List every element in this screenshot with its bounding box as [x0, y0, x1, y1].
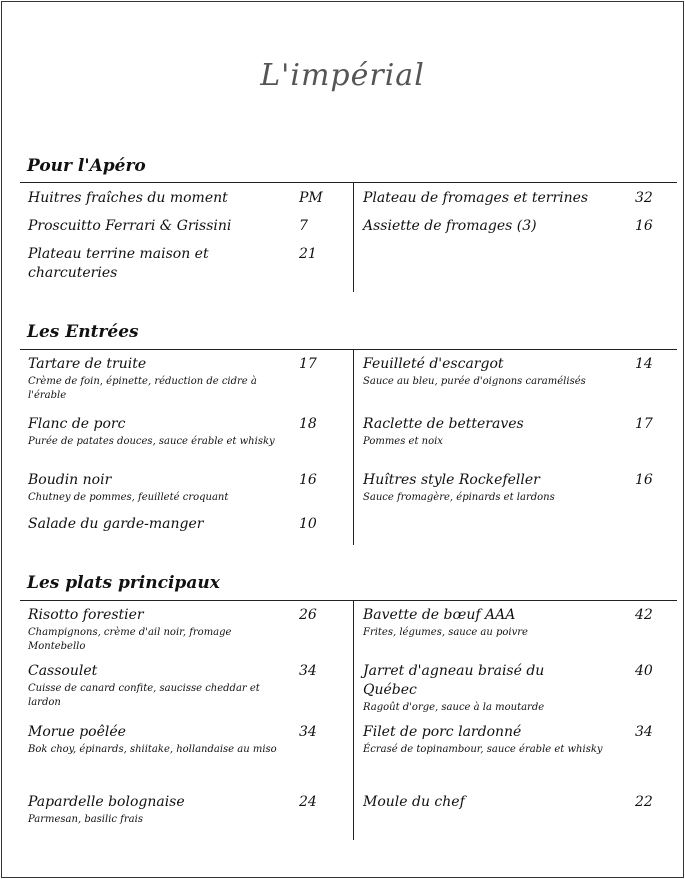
item-description: Sauce au bleu, purée d'oignons caramélisés: [363, 376, 586, 387]
menu-item: [28, 217, 290, 236]
menu-item: [363, 723, 625, 757]
item-name: Moule du chef: [363, 794, 465, 810]
item-name: Morue poêlée: [28, 724, 126, 740]
menu-item: [28, 415, 290, 449]
item-description: Écrasé de topinambour, sauce érable et whisky: [363, 744, 603, 755]
menu-item: [28, 471, 290, 505]
item-name: Raclette de betteraves: [363, 416, 524, 432]
item-description: Pommes et noix: [363, 436, 443, 447]
item-name: Flanc de porc: [28, 416, 126, 432]
item-price: 14: [635, 356, 653, 372]
item-description: Chutney de pommes, feuilleté croquant: [28, 492, 229, 503]
item-name: Boudin noir: [28, 472, 112, 488]
item-price: 22: [635, 794, 653, 810]
item-name: Jarret d'agneau braisé du Québec: [363, 663, 545, 698]
item-price: 32: [635, 190, 653, 206]
item-price: 26: [299, 607, 317, 623]
item-price: 40: [635, 663, 653, 679]
column-divider-plats: [353, 600, 354, 840]
item-price: 34: [635, 724, 653, 740]
item-description: Ragoût d'orge, sauce à la moutarde: [363, 702, 545, 713]
menu-item: [363, 217, 625, 236]
item-price: 21: [299, 246, 317, 262]
item-description: Parmesan, basilic frais: [28, 814, 143, 825]
item-name: Proscuitto Ferrari & Grissini: [28, 218, 232, 234]
menu-item: [28, 793, 290, 827]
menu-item: [28, 245, 290, 283]
item-price: PM: [299, 190, 323, 206]
item-price: 18: [299, 416, 317, 432]
column-divider-apero: [353, 182, 354, 292]
item-description: Crème de foin, épinette, réduction de cidre à l'érable: [28, 376, 257, 401]
item-description: Bok choy, épinards, shiitake, hollandaise au miso: [28, 744, 277, 755]
item-name: Papardelle bolognaise: [28, 794, 185, 810]
item-price: 16: [635, 218, 653, 234]
section-title-plats: Les plats principaux: [27, 573, 220, 593]
item-name: Huitres fraîches du moment: [28, 190, 228, 206]
section-title-apero: Pour l'Apéro: [27, 156, 146, 176]
section-rule-entrees: [20, 349, 677, 350]
item-description: Champignons, crème d'ail noir, fromage Montebello: [28, 627, 232, 652]
column-divider-entrees: [353, 349, 354, 545]
item-price: 34: [299, 724, 317, 740]
item-price: 16: [635, 472, 653, 488]
item-name: Risotto forestier: [28, 607, 144, 623]
item-price: 17: [299, 356, 317, 372]
section-title-entrees: Les Entrées: [27, 322, 139, 342]
item-name: Huîtres style Rockefeller: [363, 472, 540, 488]
restaurant-logo: L'impérial: [260, 58, 425, 93]
item-name: Bavette de bœuf AAA: [363, 607, 516, 623]
menu-item: [363, 415, 625, 449]
menu-item: [363, 471, 625, 505]
item-price: 34: [299, 663, 317, 679]
menu-item: [363, 606, 625, 640]
item-description: Sauce fromagère, épinards et lardons: [363, 492, 555, 503]
item-name: Cassoulet: [28, 663, 98, 679]
item-description: Purée de patates douces, sauce érable et whisky: [28, 436, 275, 447]
item-name: Plateau de fromages et terrines: [363, 190, 589, 206]
menu-item: [28, 189, 290, 208]
menu-item: [28, 355, 290, 403]
item-name: Salade du garde-manger: [28, 516, 204, 532]
menu-item: [28, 723, 290, 757]
item-price: 24: [299, 794, 317, 810]
menu-item: [28, 662, 290, 710]
item-price: 7: [299, 218, 308, 234]
item-price: 42: [635, 607, 653, 623]
item-name: Plateau terrine maison et charcuteries: [28, 246, 209, 281]
item-price: 16: [299, 472, 317, 488]
item-price: 17: [635, 416, 653, 432]
menu-item: [363, 793, 625, 812]
section-rule-apero: [20, 182, 677, 183]
item-description: Frites, légumes, sauce au poivre: [363, 627, 528, 638]
menu-item: [28, 606, 290, 654]
menu-item: [363, 189, 625, 208]
item-name: Assiette de fromages (3): [363, 218, 537, 234]
section-rule-plats: [20, 600, 677, 601]
item-name: Feuilleté d'escargot: [363, 356, 504, 372]
menu-item: [363, 662, 593, 715]
item-name: Tartare de truite: [28, 356, 147, 372]
item-price: 10: [299, 516, 317, 532]
menu-item: [363, 355, 625, 389]
item-name: Filet de porc lardonné: [363, 724, 522, 740]
item-description: Cuisse de canard confite, saucisse cheddar et lardon: [28, 683, 260, 708]
menu-item: [28, 515, 290, 534]
